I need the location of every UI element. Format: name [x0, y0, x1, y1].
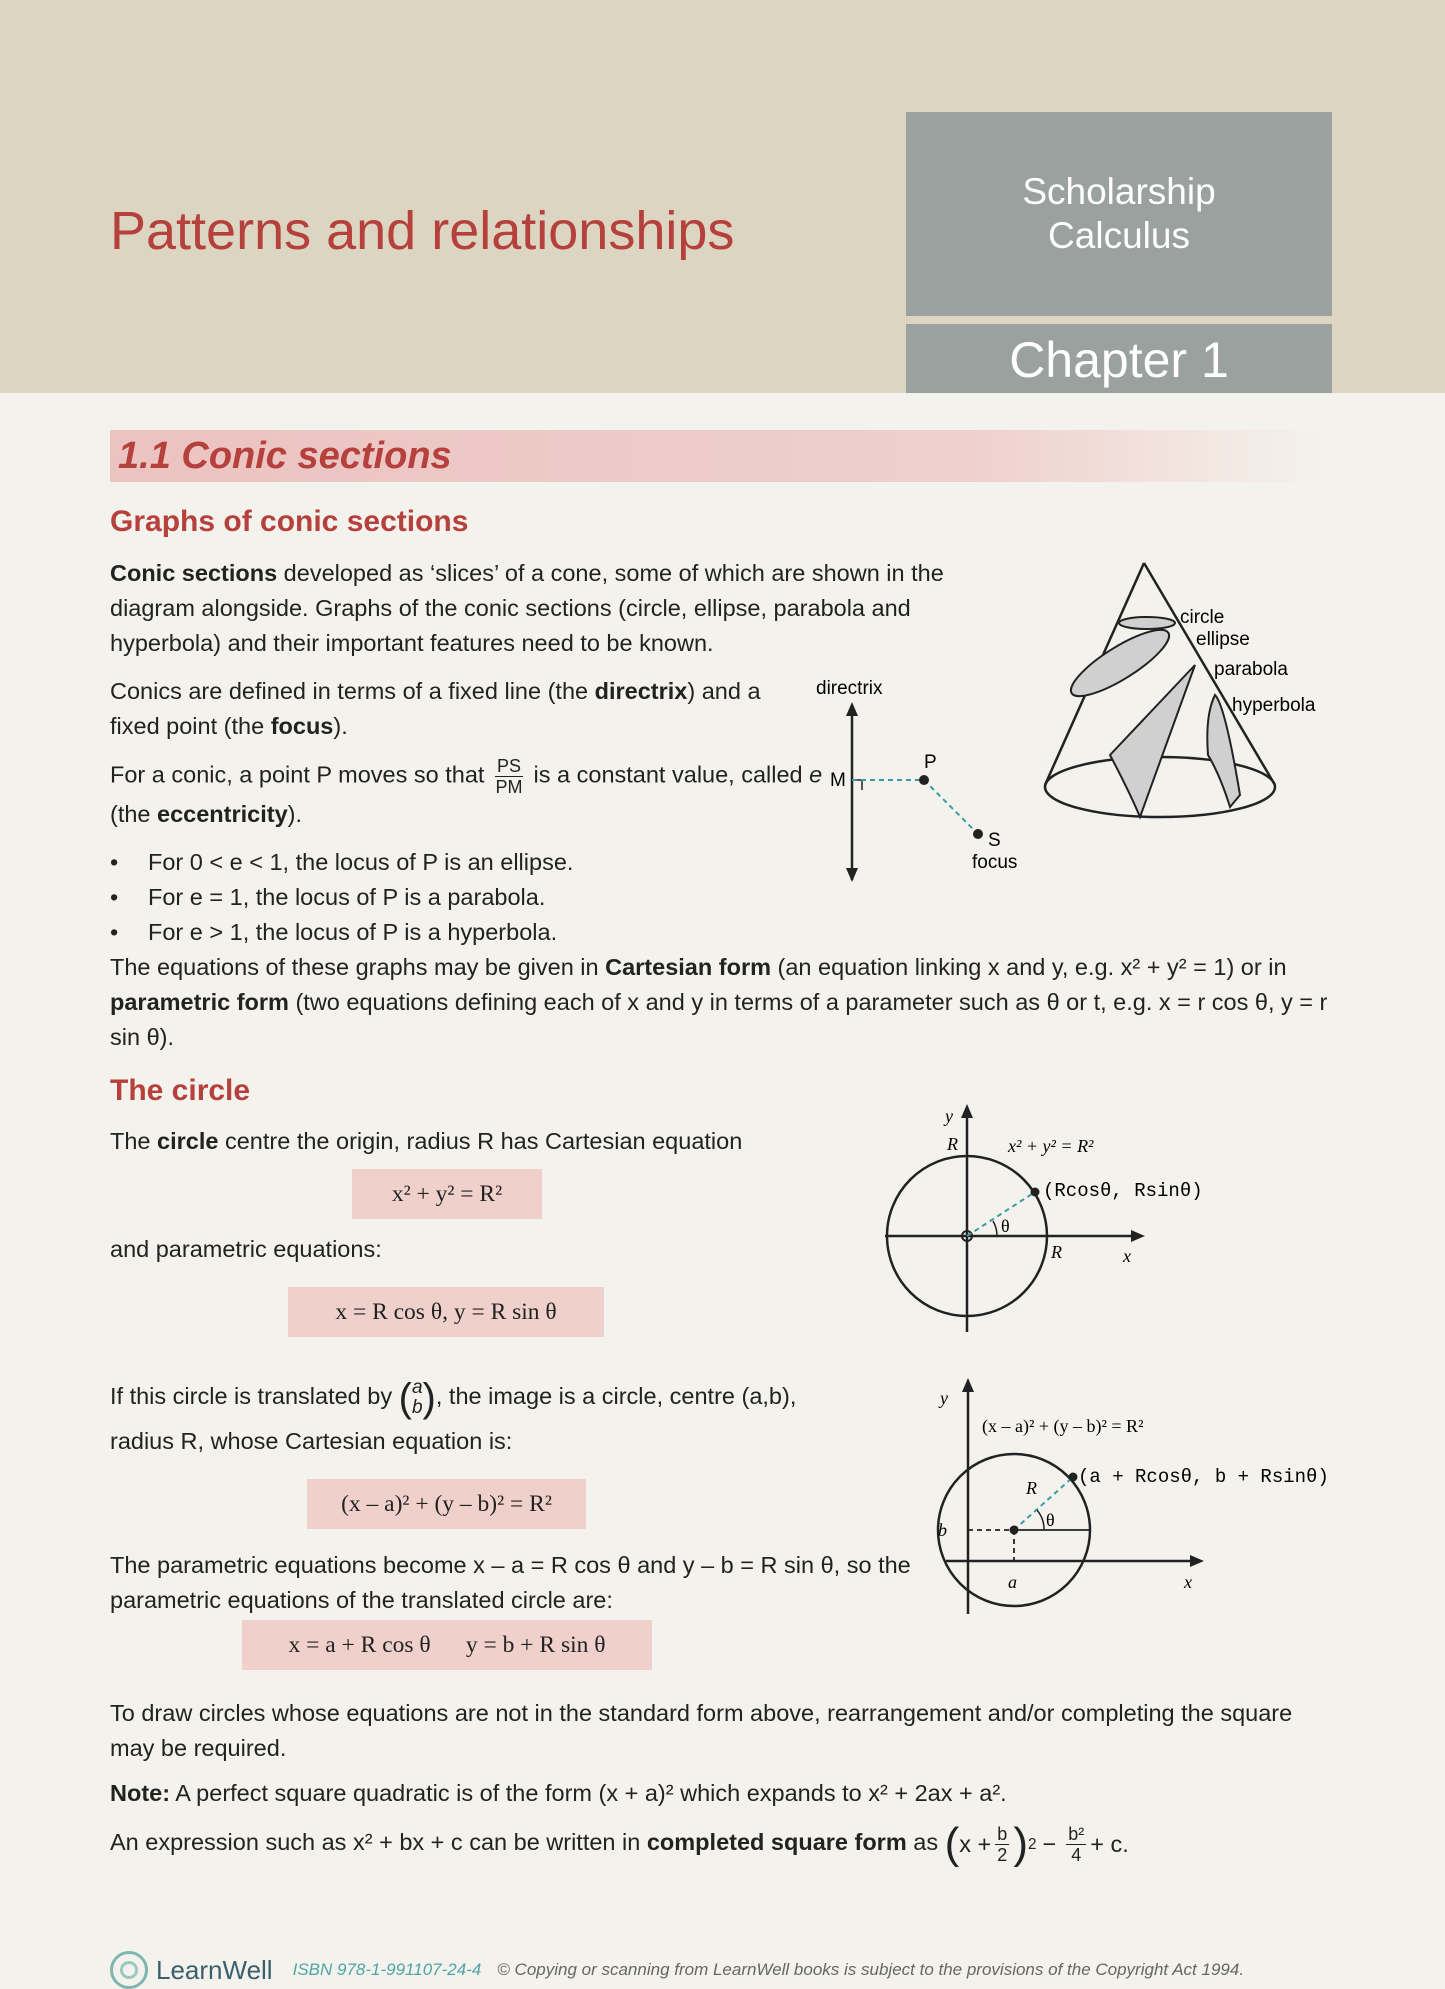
label-s: S [988, 830, 1001, 851]
paragraph-note: Note: A perfect square quadratic is of the form (x + a)² which expands to x² + 2ax + a². [110, 1780, 1007, 1806]
label-focus: focus [972, 852, 1018, 873]
ps-dashed-line [924, 780, 978, 834]
point-p [919, 775, 929, 785]
x-axis-arrow-icon [1131, 1230, 1145, 1242]
book-title-line2: Calculus [1048, 215, 1190, 256]
translated-circle-diagram [930, 1370, 1340, 1620]
label-b: b [938, 1520, 947, 1540]
term-conic-sections: Conic sections [110, 560, 278, 586]
label-theta: θ [1001, 1216, 1010, 1236]
arrow-down-icon [846, 868, 858, 882]
label-point: (Rcosθ, Rsinθ) [1043, 1180, 1203, 1202]
label-r-top: R [947, 1134, 958, 1154]
arrow-up-icon [846, 702, 858, 716]
book-title-box [906, 112, 1332, 316]
label-equation: x² + y² = R² [1008, 1136, 1094, 1156]
label-equation: (x – a)² + (y – b)² = R² [982, 1416, 1144, 1436]
label-hyperbola: hyperbola [1232, 695, 1316, 716]
translation-vector: ( a b ) [398, 1376, 436, 1420]
subheading-circle: The circle [110, 1074, 251, 1107]
label-y: y [945, 1106, 953, 1126]
angle-arc [1037, 1510, 1044, 1530]
label-r: R [1026, 1478, 1037, 1498]
book-title-line1: Scholarship [1022, 171, 1216, 212]
paragraph-forms: The equations of these graphs may be given in Cartesian form (an equation linking x and y, e.g. x² + y² = 1) or in parametric form (two equations defining each of x and y in terms of a parameter such as θ or t, e.g. x = r cos θ, y = r sin θ). [110, 954, 1328, 1050]
label-r-right: R [1051, 1242, 1062, 1262]
paragraph-rearrange: To draw circles whose equations are not in the standard form above, rearrangement and/or completing the square may be required. [110, 1700, 1293, 1761]
paragraph-circle-intro: The circle centre the origin, radius R has Cartesian equation [110, 1128, 743, 1154]
label-x: x [1184, 1572, 1192, 1592]
label-point: (a + Rcosθ, b + Rsinθ) [1078, 1466, 1329, 1488]
paragraph-eccentricity: For a conic, a point P moves so that $\frac{PS}{PM}$ is a constant value, called e (the eccentricity). [110, 756, 823, 827]
paragraph-completed-square: An expression such as x² + bx + c can be written in completed square form as ( x + $\frac{b}{2}$ ) 2 − $\frac{\text{b²}}{4}$ + c. [110, 1819, 1129, 1868]
equation-box-parametric: x = R cos θ, y = R sin θ [288, 1287, 604, 1337]
label-p: P [924, 752, 937, 773]
label-parabola: parabola [1214, 659, 1288, 680]
right-angle-mark [852, 780, 862, 790]
label-x: x [1123, 1246, 1131, 1266]
isbn: ISBN 978-1-991107-24-4 [292, 1960, 482, 1979]
subheading-graphs: Graphs of conic sections [110, 505, 469, 538]
label-m: M [830, 770, 846, 791]
equation-box-translated: (x – a)² + (y – b)² = R² [307, 1479, 586, 1529]
paragraph-translated-parametric: The parametric equations become x – a = R cos θ and y – b = R sin θ, so the parametric equations of the translated circle are: [110, 1552, 911, 1613]
list-item: • For e = 1, the locus of P is a parabola. [110, 884, 546, 910]
page-footer [110, 1955, 1335, 1985]
paragraph-translated-2: radius R, whose Cartesian equation is: [110, 1428, 513, 1454]
x-axis-arrow-icon [1190, 1555, 1204, 1567]
point-on-circle [1031, 1188, 1040, 1197]
copyright-notice: © Copying or scanning from LearnWell books is subject to the provisions of the Copyright Act 1994. [497, 1960, 1245, 1979]
paragraph-parametric: and parametric equations: [110, 1236, 382, 1262]
chapter-label: Chapter 1 [906, 324, 1332, 393]
learnwell-logo-icon [110, 1951, 148, 1989]
label-y: y [940, 1388, 948, 1408]
point-s [973, 829, 983, 839]
y-axis-arrow-icon [961, 1104, 973, 1118]
completed-square-expression: ( x + $\frac{b}{2}$ ) 2 − $\frac{\text{b²}}{4}$ + c. [944, 1819, 1129, 1868]
page-title: Patterns and relationships [110, 201, 735, 261]
fraction-ps-pm: $\frac{PS}{PM}$ [495, 756, 523, 797]
paragraph-translated: If this circle is translated by ( a b ) , the image is a circle, centre (a,b), [110, 1376, 797, 1420]
label-directrix: directrix [816, 678, 883, 699]
parabola-section [1110, 665, 1195, 817]
paragraph-intro: Conic sections developed as ‘slices’ of a cone, some of which are shown in the diagram alongside. Graphs of the conic sections (circle, ellipse, parabola and hyperbola) and their important features need to be known. [110, 560, 944, 656]
angle-arc [993, 1221, 997, 1236]
paragraph-definition: Conics are defined in terms of a fixed line (the directrix) and a fixed point (the focus). [110, 678, 761, 739]
list-item: • For 0 < e < 1, the locus of P is an ellipse. [110, 849, 574, 875]
circle-section [1119, 617, 1175, 629]
label-theta: θ [1046, 1510, 1055, 1530]
list-item: • For e > 1, the locus of P is a hyperbola. [110, 919, 558, 945]
point-on-circle [1069, 1473, 1078, 1482]
circle-origin-diagram [855, 1100, 1225, 1340]
y-axis-arrow-icon [962, 1378, 974, 1392]
equation-box-translated-parametric: x = a + R cos θ y = b + R sin θ [242, 1620, 652, 1670]
label-a: a [1008, 1572, 1017, 1592]
cone-sections-diagram [1020, 555, 1340, 825]
equation-box-cartesian: x² + y² = R² [352, 1169, 542, 1219]
cone-base [1045, 757, 1275, 817]
section-title: 1.1 Conic sections [118, 435, 452, 477]
ellipse-section [1063, 619, 1177, 707]
label-ellipse: ellipse [1196, 629, 1250, 650]
label-circle: circle [1180, 607, 1225, 628]
publisher-name: LearnWell [156, 1954, 273, 1985]
